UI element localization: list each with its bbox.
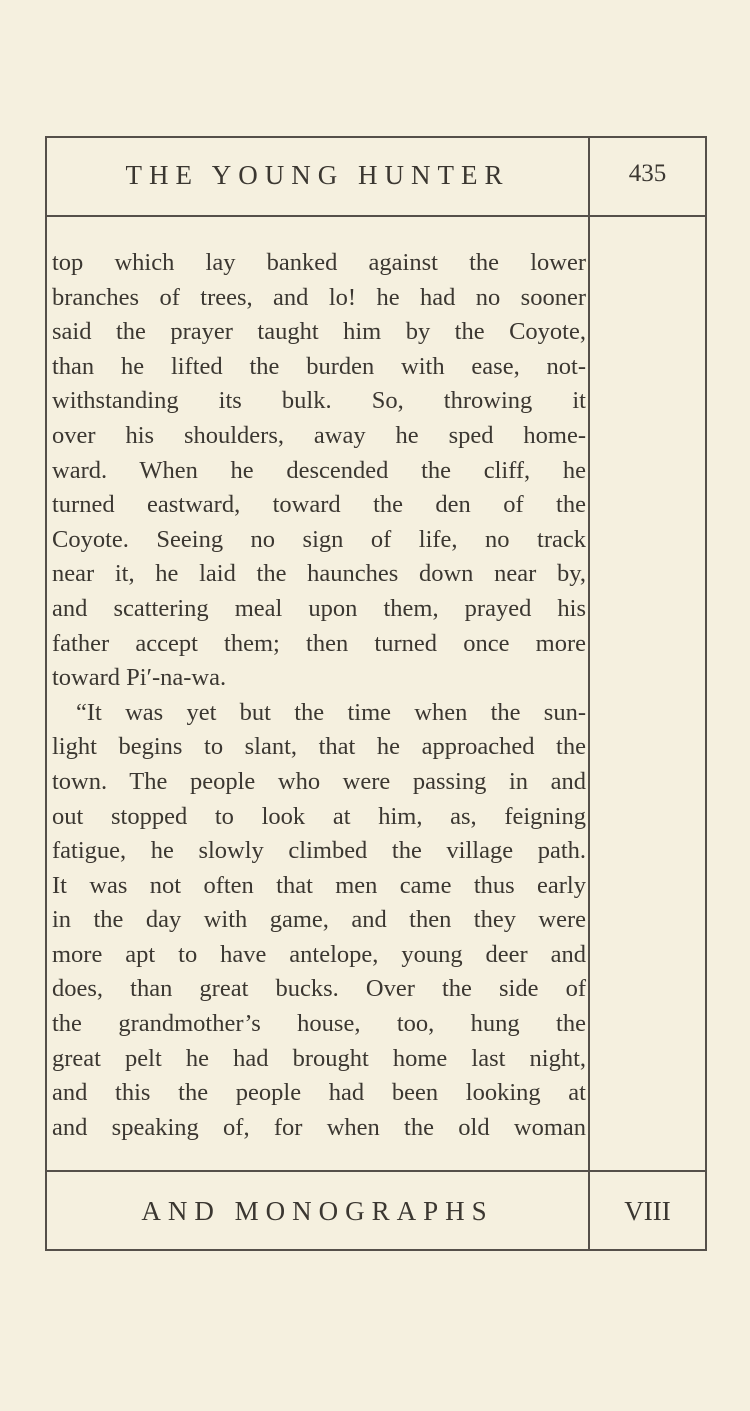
text-line: said the prayer taught him by the Coyote, <box>52 318 586 346</box>
text-line: the grandmother’s house, too, hung the <box>52 1010 586 1038</box>
text-line: more apt to have antelope, young deer and <box>52 940 586 968</box>
footer-series: AND MONOGRAPHS <box>141 1196 494 1226</box>
volume-number: VIII <box>624 1196 671 1226</box>
text-line: light begins to slant, that he approached the <box>52 733 586 761</box>
text-line: and this the people had been looking at <box>52 1079 586 1107</box>
text-line: ward. When he descended the cliff, he <box>52 456 586 484</box>
column-divider <box>588 136 590 1251</box>
text-line: near it, he laid the haunches down near by, <box>52 560 586 588</box>
text-line: fatigue, he slowly climbed the village path. <box>52 837 586 865</box>
text-line: great pelt he had brought home last night, <box>52 1044 586 1072</box>
text-line: top which lay banked against the lower <box>52 249 586 276</box>
text-line: toward Pi′-na-wa. <box>52 664 227 692</box>
text-line: and speaking of, for when the old woman <box>52 1113 586 1141</box>
text-line: “It was yet but the time when the sun- <box>76 698 586 726</box>
text-line: It was not often that men came thus early <box>52 871 586 899</box>
text-line: town. The people who were passing in and <box>52 767 586 795</box>
text-line: branches of trees, and lo! he had no sooner <box>52 283 586 311</box>
text-line: than he lifted the burden with ease, not- <box>52 352 586 380</box>
text-line: over his shoulders, away he sped home- <box>52 421 586 449</box>
text-line: Coyote. Seeing no sign of life, no track <box>52 525 586 553</box>
footer-divider <box>45 1170 707 1172</box>
text-line: turned eastward, toward the den of the <box>52 491 586 519</box>
running-title: THE YOUNG HUNTER <box>125 160 510 190</box>
text-line: in the day with game, and then they were <box>52 906 586 934</box>
body-text <box>52 246 586 1145</box>
text-line: withstanding its bulk. So, throwing it <box>52 387 586 415</box>
page-number: 435 <box>628 160 667 187</box>
text-line: father accept them; then turned once more <box>52 629 586 657</box>
text-line: out stopped to look at him, as, feigning <box>52 802 586 830</box>
header-divider <box>45 215 707 217</box>
text-line: does, than great bucks. Over the side of <box>52 975 586 1003</box>
text-line: and scattering meal upon them, prayed his <box>52 594 586 622</box>
